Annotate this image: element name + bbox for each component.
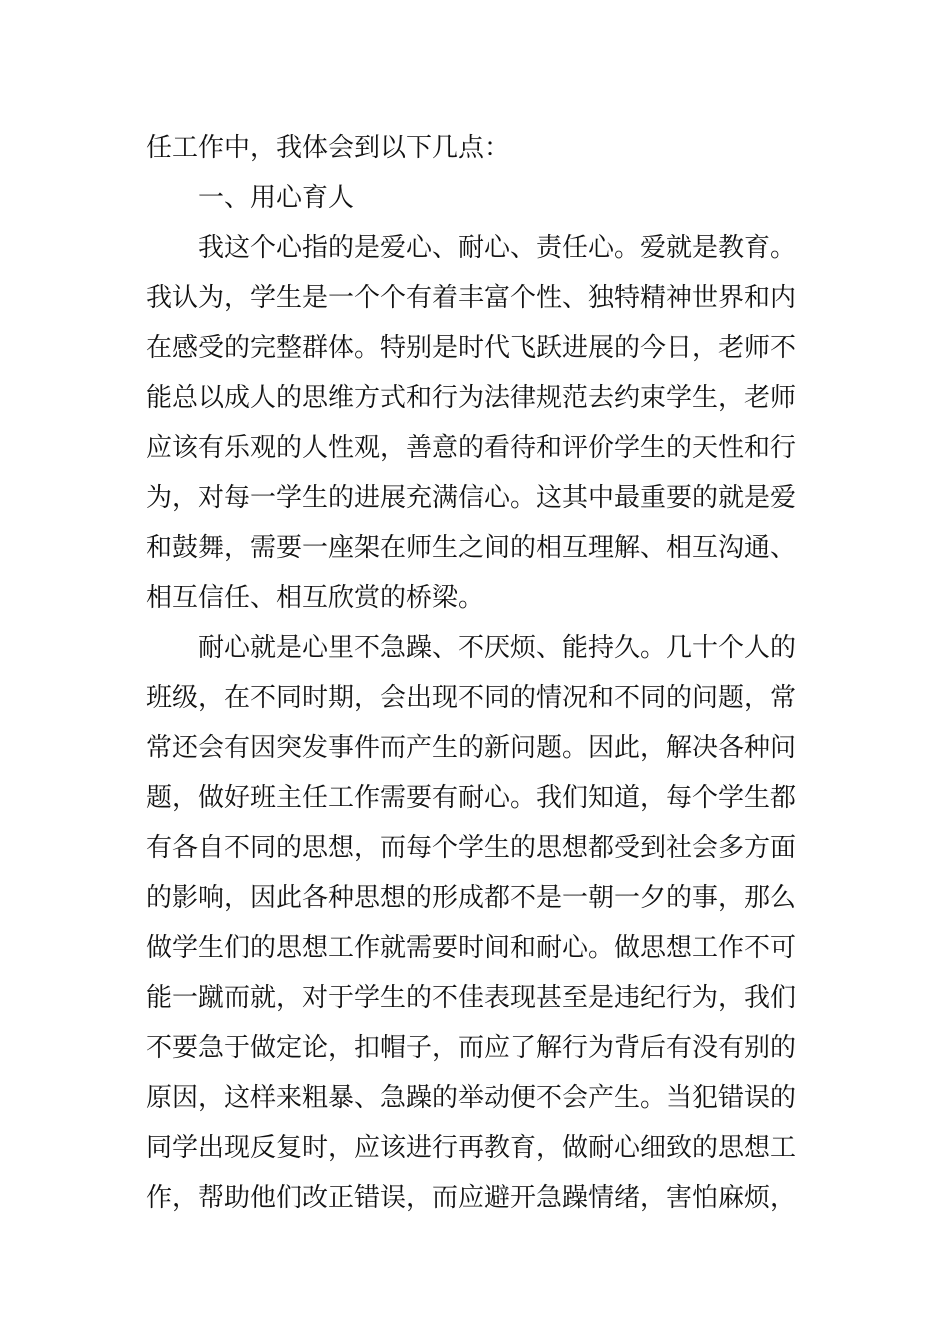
text-line: 应该有乐观的人性观，善意的看待和评价学生的天性和行 <box>146 433 797 463</box>
text-line: 作，帮助他们改正错误，而应避开急躁情绪，害怕麻烦， <box>146 1183 797 1213</box>
text-line: 同学出现反复时，应该进行再教育，做耐心细致的思想工 <box>146 1133 797 1163</box>
text-line: 常还会有因突发事件而产生的新问题。因此，解决各种问 <box>146 733 797 763</box>
text-line: 原因，这样来粗暴、急躁的举动便不会产生。当犯错误的 <box>146 1083 797 1113</box>
text-line: 我认为，学生是一个个有着丰富个性、独特精神世界和内 <box>146 283 797 313</box>
text-line: 和鼓舞，需要一座架在师生之间的相互理解、相互沟通、 <box>146 533 797 563</box>
text-line: 的影响，因此各种思想的形成都不是一朝一夕的事，那么 <box>146 883 797 913</box>
text-line: 能一蹴而就，对于学生的不佳表现甚至是违纪行为，我们 <box>146 983 797 1013</box>
paragraph-start-line: 耐心就是心里不急躁、不厌烦、能持久。几十个人的 <box>198 633 797 663</box>
text-line: 相互信任、相互欣赏的桥梁。 <box>146 583 485 613</box>
text-line: 在感受的完整群体。特别是时代飞跃进展的今日，老师不 <box>146 333 797 363</box>
text-line: 题，做好班主任工作需要有耐心。我们知道，每个学生都 <box>146 783 797 813</box>
text-line: 班级，在不同时期，会出现不同的情况和不同的问题，常 <box>146 683 797 713</box>
text-line: 不要急于做定论，扣帽子，而应了解行为背后有没有别的 <box>146 1033 797 1063</box>
paragraph-start-line: 我这个心指的是爱心、耐心、责任心。爱就是教育。 <box>198 233 797 263</box>
text-line: 任工作中，我体会到以下几点： <box>146 133 511 163</box>
section-heading: 一、用心育人 <box>198 183 355 213</box>
text-line: 做学生们的思想工作就需要时间和耐心。做思想工作不可 <box>146 933 797 963</box>
text-line: 为，对每一学生的进展充满信心。这其中最重要的就是爱 <box>146 483 797 513</box>
text-line: 能总以成人的思维方式和行为法律规范去约束学生，老师 <box>146 383 797 413</box>
text-line: 有各自不同的思想，而每个学生的思想都受到社会多方面 <box>146 833 797 863</box>
